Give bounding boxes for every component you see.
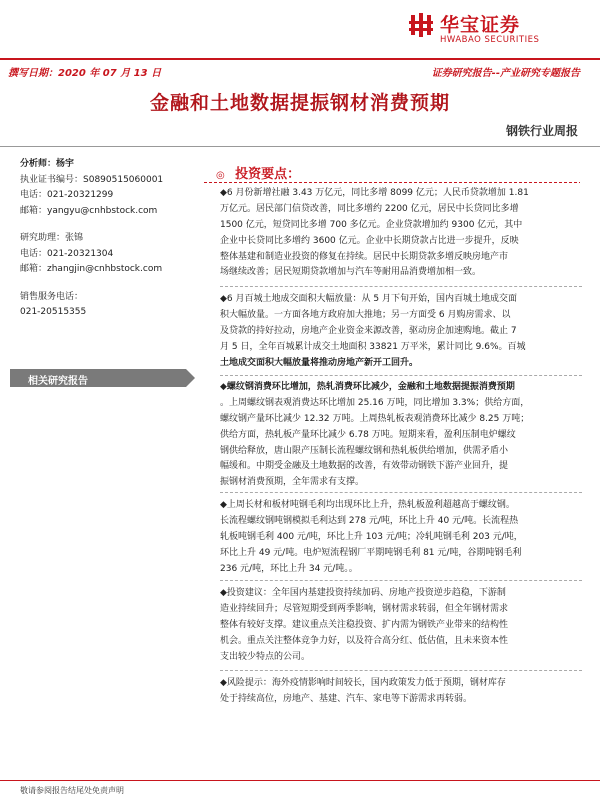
section-divider xyxy=(220,580,582,581)
brand-name-en: HWABAO SECURITIES xyxy=(440,35,540,45)
report-title: 金融和土地数据提振钢材消费预期 xyxy=(149,92,450,114)
analyst-license: 执业证书编号：S0890515060001 xyxy=(20,174,164,185)
text-line: 钢供给释放，唐山限产压制长流程螺纹钢和热轧板供给增加，供需矛盾小 xyxy=(220,445,509,456)
section-divider xyxy=(220,492,582,493)
text-line: 土地成交面积大幅放量将推动房地产新开工回升。 xyxy=(220,357,419,368)
text-line: ◆螺纹钢消费环比增加，热轧消费环比减少，金融和土地数据提振消费预期 xyxy=(220,382,515,392)
section-divider xyxy=(220,375,582,376)
text-line: 机会。重点关注整体竞争力好，以及符合高分红、低估值，且未来资本性 xyxy=(220,635,509,646)
highlights-rule xyxy=(204,182,580,183)
assistant-name: 研究助理：张锦 xyxy=(20,233,84,243)
related-reports-label: 相关研究报告 xyxy=(28,376,88,387)
disclaimer-note: 敬请参阅报告结尾处免责声明 xyxy=(20,786,124,795)
highlights-heading xyxy=(216,163,300,182)
text-line: 1500 亿元，短贷同比多增 700 多亿元。企业贷款增加约 9300 亿元，其中 xyxy=(220,219,523,230)
section-divider xyxy=(220,286,582,287)
analyst-name: 分析师：杨宇 xyxy=(20,159,75,169)
analyst-info xyxy=(20,157,190,321)
section-divider xyxy=(220,670,582,671)
bullet-circle-icon: ◎ xyxy=(216,170,225,181)
sales-phone-number: 021-20515355 xyxy=(20,307,87,317)
paragraph-rebar-consumption xyxy=(220,380,582,491)
text-line: 供给方面，热轧板产量环比减少 6.78 万吨。短期来看，盈利压制电炉螺纹 xyxy=(220,429,516,440)
text-line: ◆上周长材和板材吨钢毛利均出现环比上升，热轧板盈利超越高于螺纹钢。 xyxy=(220,500,515,510)
text-line: 。上周螺纹钢表观消费达环比增加 25.16 万吨，同比增加 3.3%；供给方面， xyxy=(220,397,530,408)
highlights-heading-text: 投资要点： xyxy=(235,167,301,182)
text-line: 造业持续回升；尽管短期受到两季影响，钢材需求转弱，但全年钢材需求 xyxy=(220,603,509,614)
assistant-email: 邮箱：zhangjin@cnhbstock.com xyxy=(20,264,163,274)
sales-phone-label: 销售服务电话： xyxy=(20,291,84,302)
text-line: 支出较少特点的公司。 xyxy=(220,651,311,662)
text-line: 螺纹钢产量环比减少 12.32 万吨。上周热轧板表观消费环比减少 8.25 万吨； xyxy=(220,413,530,424)
brand-logo xyxy=(408,10,578,50)
paragraph-risk-warning xyxy=(220,676,582,708)
paragraph-land-transactions xyxy=(220,292,582,371)
assistant-phone: 电话：021-20321304 xyxy=(20,248,114,259)
related-reports-arrow xyxy=(186,369,195,387)
text-line: 长流程螺纹钢吨钢模拟毛利达到 278 元/吨，环比上升 40 元/吨。长流程热 xyxy=(220,515,519,526)
text-line: 积大幅放量。一方面各地方政府加大推地；另一方面受 6 月购房需求、以 xyxy=(220,309,511,320)
paragraph-social-financing xyxy=(220,186,582,281)
text-line: 企业中长贷同比多增约 3600 亿元。企业中长期贷款占比进一步提升，反映 xyxy=(220,235,519,246)
text-line: ◆风险提示：海外疫情影响时间较长，国内政策发力低于预期，钢材库存 xyxy=(220,678,506,688)
text-line: ◆6 月百城土地成交面积大幅放量：从 5 月下旬开始，国内百城土地成交面 xyxy=(220,294,517,304)
report-subtitle: 钢铁行业周报 xyxy=(505,124,578,138)
text-line: 万亿元。居民部门信贷改善，同比多增约 2200 亿元，居民中长贷同比多增 xyxy=(220,203,519,214)
paragraph-steel-margins xyxy=(220,498,582,577)
text-line: 整体基建和制造业投资的修复在持续。居民中长期贷款多增反映房地产市 xyxy=(220,251,509,262)
text-line: 整体有较好支撑。建议重点关注稳投资、扩内需为钢铁产业带来的结构性 xyxy=(220,619,509,630)
related-reports-bar xyxy=(10,369,186,387)
text-line: 幅缓和。中期受金融及土地数据的改善，有效带动钢铁下游产业回升，提 xyxy=(220,461,509,472)
text-line: 振钢材消费预期，全年需求有支撑。 xyxy=(220,477,365,488)
report-date: 撰写日期：2020 年 07 月 13 日 xyxy=(8,68,162,79)
text-line: 及贷款的持好拉动，房地产企业资金来源改善，驱动房企加速购地。截止 7 xyxy=(220,325,517,336)
text-line: 环比上升 49 元/吨。电炉短流程钢厂平期吨钢毛利 81 元/吨，谷期吨钢毛利 xyxy=(220,547,522,558)
brand-name-cn: 华宝证券 xyxy=(440,14,521,36)
text-line: 轧板吨钢毛利 400 元/吨，环比上升 103 元/吨；冷轧吨钢毛利 203 元/吨， xyxy=(220,531,523,542)
header-rule xyxy=(0,58,600,60)
hwabao-logo-icon xyxy=(408,12,434,38)
text-line: ◆投资建议：全年国内基建投资持续加码、房地产投资逆步趋稳，下游制 xyxy=(220,588,506,598)
text-line: 月 5 日，全年百城累计成交土地面积 33821 万平米，累计同比 9.6%。百城 xyxy=(220,341,526,352)
paragraph-investment-advice xyxy=(220,586,582,665)
footer-rule xyxy=(0,780,600,781)
text-line: 场继续改善；居民短期贷款增加与汽车等耐用品消费增加相一致。 xyxy=(220,267,482,278)
text-line: ◆6 月份新增社融 3.43 万亿元，同比多增 8099 亿元；人民币贷款增加 1.81 xyxy=(220,188,529,198)
analyst-email: 邮箱：yangyu@cnhbstock.com xyxy=(20,205,158,216)
report-series: 证券研究报告--产业研究专题报告 xyxy=(431,68,580,79)
analyst-phone: 电话：021-20321299 xyxy=(20,190,114,200)
text-line: 236 元/吨，环比上升 34 元/吨。。 xyxy=(220,563,358,574)
title-rule xyxy=(0,146,600,147)
text-line: 处于持续高位，房地产、基建、汽车、家电等下游需求再转弱。 xyxy=(220,693,473,704)
